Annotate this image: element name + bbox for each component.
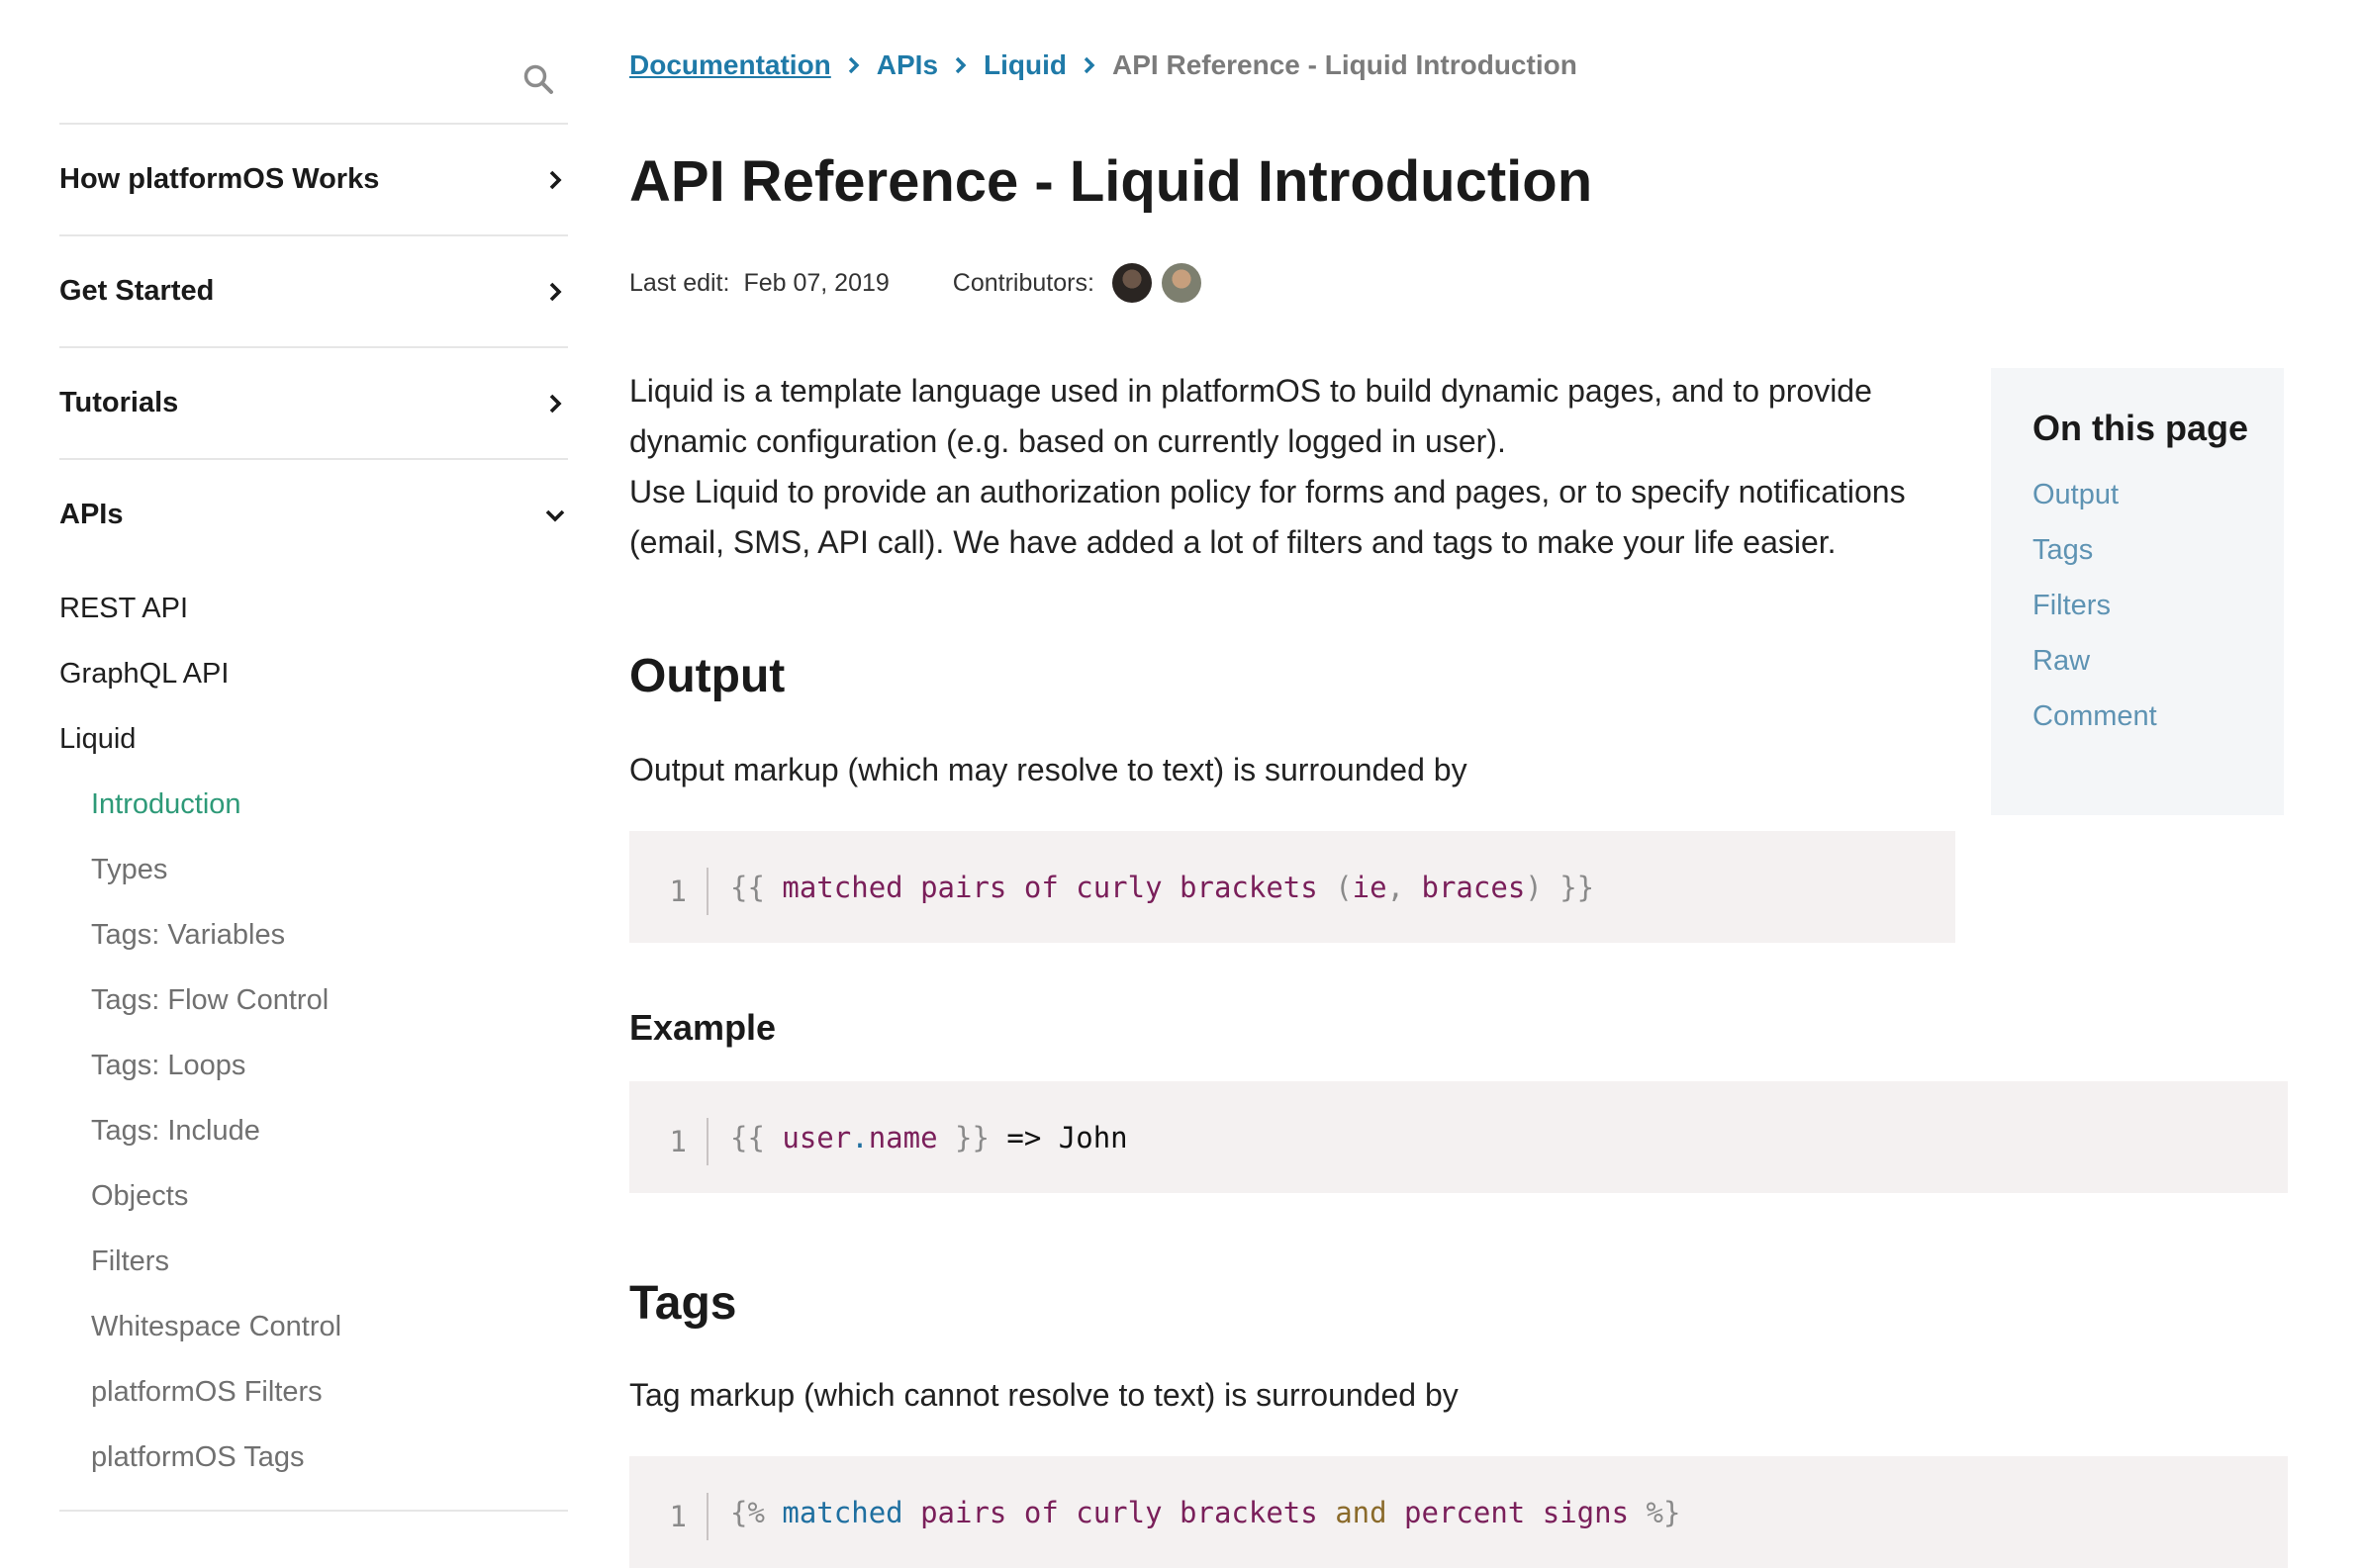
toc-link-comment[interactable]: Comment bbox=[2032, 700, 2157, 732]
nav-section-label: Get Started bbox=[59, 275, 215, 307]
intro-line: (email, SMS, API call). We have added a lot of filters and tags to make your life easier. bbox=[629, 524, 1837, 560]
sidebar-item-liquid[interactable]: Liquid bbox=[59, 723, 137, 755]
toc-link-output[interactable]: Output bbox=[2032, 479, 2120, 510]
contributors-label: Contributors: bbox=[952, 268, 1094, 297]
breadcrumb-link-liquid[interactable]: Liquid bbox=[984, 49, 1068, 80]
avatar[interactable] bbox=[1162, 263, 1201, 303]
sidebar-item-objects[interactable]: Objects bbox=[91, 1180, 189, 1212]
sidebar-item-filters[interactable]: Filters bbox=[91, 1245, 169, 1277]
line-number: 1 bbox=[629, 1493, 709, 1540]
code-line: {{ user.name }} => John bbox=[730, 1120, 1128, 1154]
search-icon[interactable] bbox=[522, 63, 554, 95]
chevron-right-icon bbox=[544, 281, 566, 303]
sidebar-item-platformos-tags[interactable]: platformOS Tags bbox=[91, 1441, 305, 1473]
sidebar-item-platformos-filters[interactable]: platformOS Filters bbox=[91, 1376, 323, 1408]
nav-section-label: APIs bbox=[59, 499, 124, 530]
sidebar-item-tags-flow-control[interactable]: Tags: Flow Control bbox=[91, 984, 330, 1016]
code-block-example bbox=[629, 1081, 2288, 1193]
on-this-page-panel bbox=[1991, 368, 2284, 815]
chevron-right-icon bbox=[847, 55, 861, 75]
breadcrumb-current: API Reference - Liquid Introduction bbox=[1112, 49, 1577, 80]
apis-submenu bbox=[59, 570, 568, 1490]
section-heading-output: Output bbox=[629, 650, 786, 702]
sidebar bbox=[59, 0, 568, 1512]
code-block-output bbox=[629, 831, 1955, 943]
tags-description: Tag markup (which cannot resolve to text) is surrounded by bbox=[629, 1377, 1459, 1413]
nav-section-get-started[interactable] bbox=[59, 236, 568, 348]
toc-link-raw[interactable]: Raw bbox=[2032, 645, 2091, 677]
nav-section-tutorials[interactable] bbox=[59, 348, 568, 460]
line-number: 1 bbox=[629, 1118, 709, 1165]
sidebar-item-rest-api[interactable]: REST API bbox=[59, 593, 189, 624]
breadcrumb bbox=[629, 49, 1577, 81]
intro-paragraph bbox=[629, 366, 1955, 568]
breadcrumb-link-apis[interactable]: APIs bbox=[876, 49, 939, 80]
intro-line: Liquid is a template language used in platformOS to build dynamic pages, and to provide bbox=[629, 373, 1872, 409]
sidebar-item-introduction[interactable]: Introduction bbox=[91, 788, 241, 820]
sidebar-search-row bbox=[59, 0, 568, 125]
sidebar-item-types[interactable]: Types bbox=[91, 854, 168, 885]
toc-link-tags[interactable]: Tags bbox=[2032, 534, 2094, 566]
section-heading-example: Example bbox=[629, 1007, 777, 1048]
avatar[interactable] bbox=[1112, 263, 1152, 303]
toc-link-filters[interactable]: Filters bbox=[2032, 590, 2111, 621]
chevron-right-icon bbox=[544, 169, 566, 191]
sidebar-divider bbox=[59, 1490, 568, 1512]
nav-section-label: How platformOS Works bbox=[59, 163, 380, 195]
code-line: {% matched pairs of curly brackets and percent signs %} bbox=[730, 1495, 1681, 1529]
last-edit-label: Last edit: bbox=[629, 268, 730, 297]
output-description: Output markup (which may resolve to text) is surrounded by bbox=[629, 752, 1467, 787]
section-heading-tags: Tags bbox=[629, 1277, 737, 1330]
chevron-right-icon bbox=[954, 55, 968, 75]
sidebar-item-tags-include[interactable]: Tags: Include bbox=[91, 1115, 260, 1147]
code-line: {{ matched pairs of curly brackets (ie, braces) }} bbox=[730, 870, 1595, 904]
sidebar-item-graphql-api[interactable]: GraphQL API bbox=[59, 658, 230, 690]
breadcrumb-link-documentation[interactable]: Documentation bbox=[629, 49, 831, 80]
nav-section-apis[interactable] bbox=[59, 460, 568, 570]
line-number: 1 bbox=[629, 868, 709, 915]
page-title: API Reference - Liquid Introduction bbox=[629, 149, 1593, 214]
intro-line: dynamic configuration (e.g. based on currently logged in user). bbox=[629, 423, 1506, 459]
sidebar-item-whitespace-control[interactable]: Whitespace Control bbox=[91, 1311, 342, 1342]
chevron-down-icon bbox=[544, 505, 566, 526]
nav-section-how-platformos-works[interactable] bbox=[59, 125, 568, 236]
code-block-tags bbox=[629, 1456, 2288, 1568]
nav-section-label: Tutorials bbox=[59, 387, 179, 418]
page-meta bbox=[629, 263, 1201, 303]
last-edit-value: Feb 07, 2019 bbox=[743, 268, 890, 297]
toc-title: On this page bbox=[2032, 408, 2249, 448]
sidebar-item-tags-loops[interactable]: Tags: Loops bbox=[91, 1050, 246, 1081]
sidebar-item-tags-variables[interactable]: Tags: Variables bbox=[91, 919, 286, 951]
intro-line: Use Liquid to provide an authorization policy for forms and pages, or to specify notifications bbox=[629, 474, 1906, 509]
chevron-right-icon bbox=[544, 393, 566, 415]
chevron-right-icon bbox=[1083, 55, 1096, 75]
